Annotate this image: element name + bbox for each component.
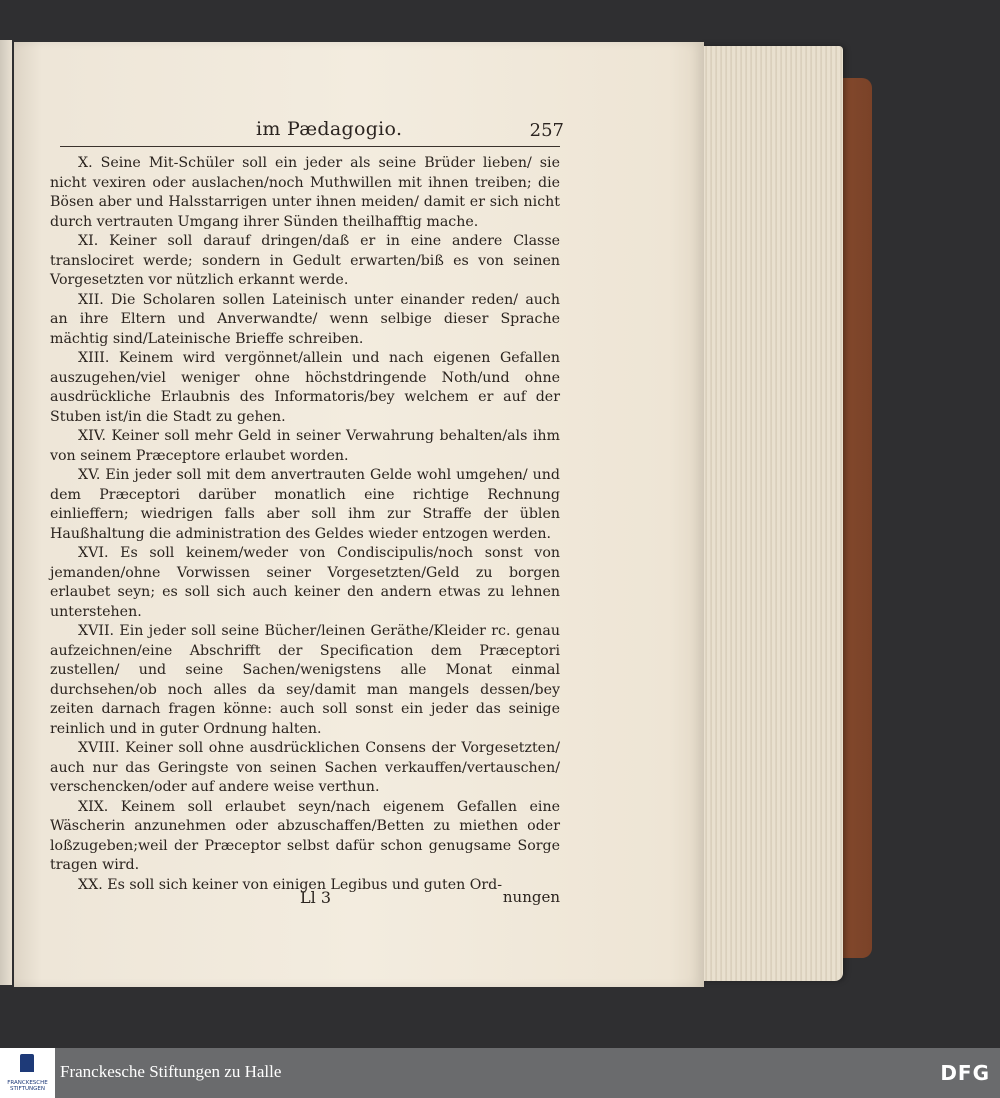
bottom-bar xyxy=(0,1048,1000,1098)
paragraph-xii: XII. Die Scholaren sollen Lateinisch unter einander reden/ auch an ihre Eltern und Anverwandte/ wenn selbige dieser Sprache mächtig sind/Lateinische Brieffe schreiben. xyxy=(50,291,560,347)
paragraph-xv: XV. Ein jeder soll mit dem anvertrauten Gelde wohl umgehen/ und dem Præceptori darüber monatlich eine richtige Rechnung einlieffern; wiedrigen falls aber soll ihm zur Straffe der üblen Haußhaltung die administration des Geldes wieder entzogen werden. xyxy=(50,467,560,542)
paragraph-xvii: XVII. Ein jeder soll seine Bücher/leinen Geräthe/Kleider rc. genau aufzeichnen/eine Abschrifft der Specification dem Præceptori zustellen/ und seine Sachen/wenigstens alle Monat einmal durchsehen/ob noch alles da sey/damit man mangels dessen/bey zeiten darnach fragen könne: auch soll sonst ein jeder das seinige reinlich und in guter Ordnung halten. xyxy=(50,623,560,737)
paragraph-xiv: XIV. Keiner soll mehr Geld in seiner Verwahrung behalten/als ihm von seinem Præceptore erlaubet worden. xyxy=(50,428,560,464)
dfg-logo[interactable]: DFG xyxy=(940,1061,990,1085)
running-head: im Pædagogio. xyxy=(256,118,403,140)
paragraph-xiii: XIII. Keinem wird vergönnet/allein und nach eigenen Gefallen auszugehen/viel weniger ohne höchstdringende Noth/und ohne ausdrückliche Erlaubnis des Informatoris/bey welchem er auf der Stuben ist/in die Stadt zu gehen. xyxy=(50,350,560,425)
paragraph-xi: XI. Keiner soll darauf dringen/daß er in eine andere Classe translociret werde; sondern in Gedult erwarten/biß es von seinen Vorgesetzten vor nützlich erkannt werde. xyxy=(50,233,560,288)
signature-mark: Ll 3 xyxy=(300,888,332,907)
paragraph-xix: XIX. Keinem soll erlaubet seyn/nach eigenem Gefallen eine Wäscherin anzunehmen oder abzuschaffen/Betten zu miethen oder loßzugeben;weil der Præceptor selbst dafür schon genugsame Sorge tragen wird. xyxy=(50,798,560,873)
paragraph-xvi: XVI. Es soll keinem/weder von Condiscipulis/noch sonst von jemanden/ohne Vorwissen seiner Vorgesetzten/Geld zu borgen erlaubet seyn; es soll sich auch keiner den andern etwas zu lehnen unterstehen. xyxy=(50,545,560,620)
catchword: nungen xyxy=(502,888,560,906)
book-page xyxy=(14,42,704,987)
franckesche-stiftungen-logo[interactable] xyxy=(0,1048,55,1098)
paragraph-xx: XX. Es soll sich keiner von einigen Legibus und guten Ord- xyxy=(78,876,503,893)
left-page-edge xyxy=(0,40,12,985)
book-page-edges xyxy=(698,46,843,981)
logo-text: FRANCKESCHE STIFTUNGEN xyxy=(7,1080,48,1092)
paragraph-xviii: XVIII. Keiner soll ohne ausdrücklichen Consens der Vorgesetzten/ auch nur das Geringste von seinen Sachen verkauffen/vertauschen/ verschencken/oder auf andere weise verthun. xyxy=(50,740,560,795)
text-block xyxy=(50,154,560,895)
page-footer xyxy=(50,888,560,910)
header-rule xyxy=(60,146,560,147)
paragraph-x: X. Seine Mit-Schüler soll ein jeder als seine Brüder lieben/ sie nicht vexiren oder auslachen/noch Muthwillen mit ihnen treiben; die Bösen aber und Halsstarrigen unter ihnen meiden/ damit er sich nicht durch vertrauten Umgang ihrer Sünden theilhafftig mache. xyxy=(50,155,560,230)
page-header xyxy=(244,118,564,146)
building-icon xyxy=(20,1054,34,1072)
institution-name[interactable]: Franckesche Stiftungen zu Halle xyxy=(60,1062,282,1081)
page-number: 257 xyxy=(529,120,564,141)
